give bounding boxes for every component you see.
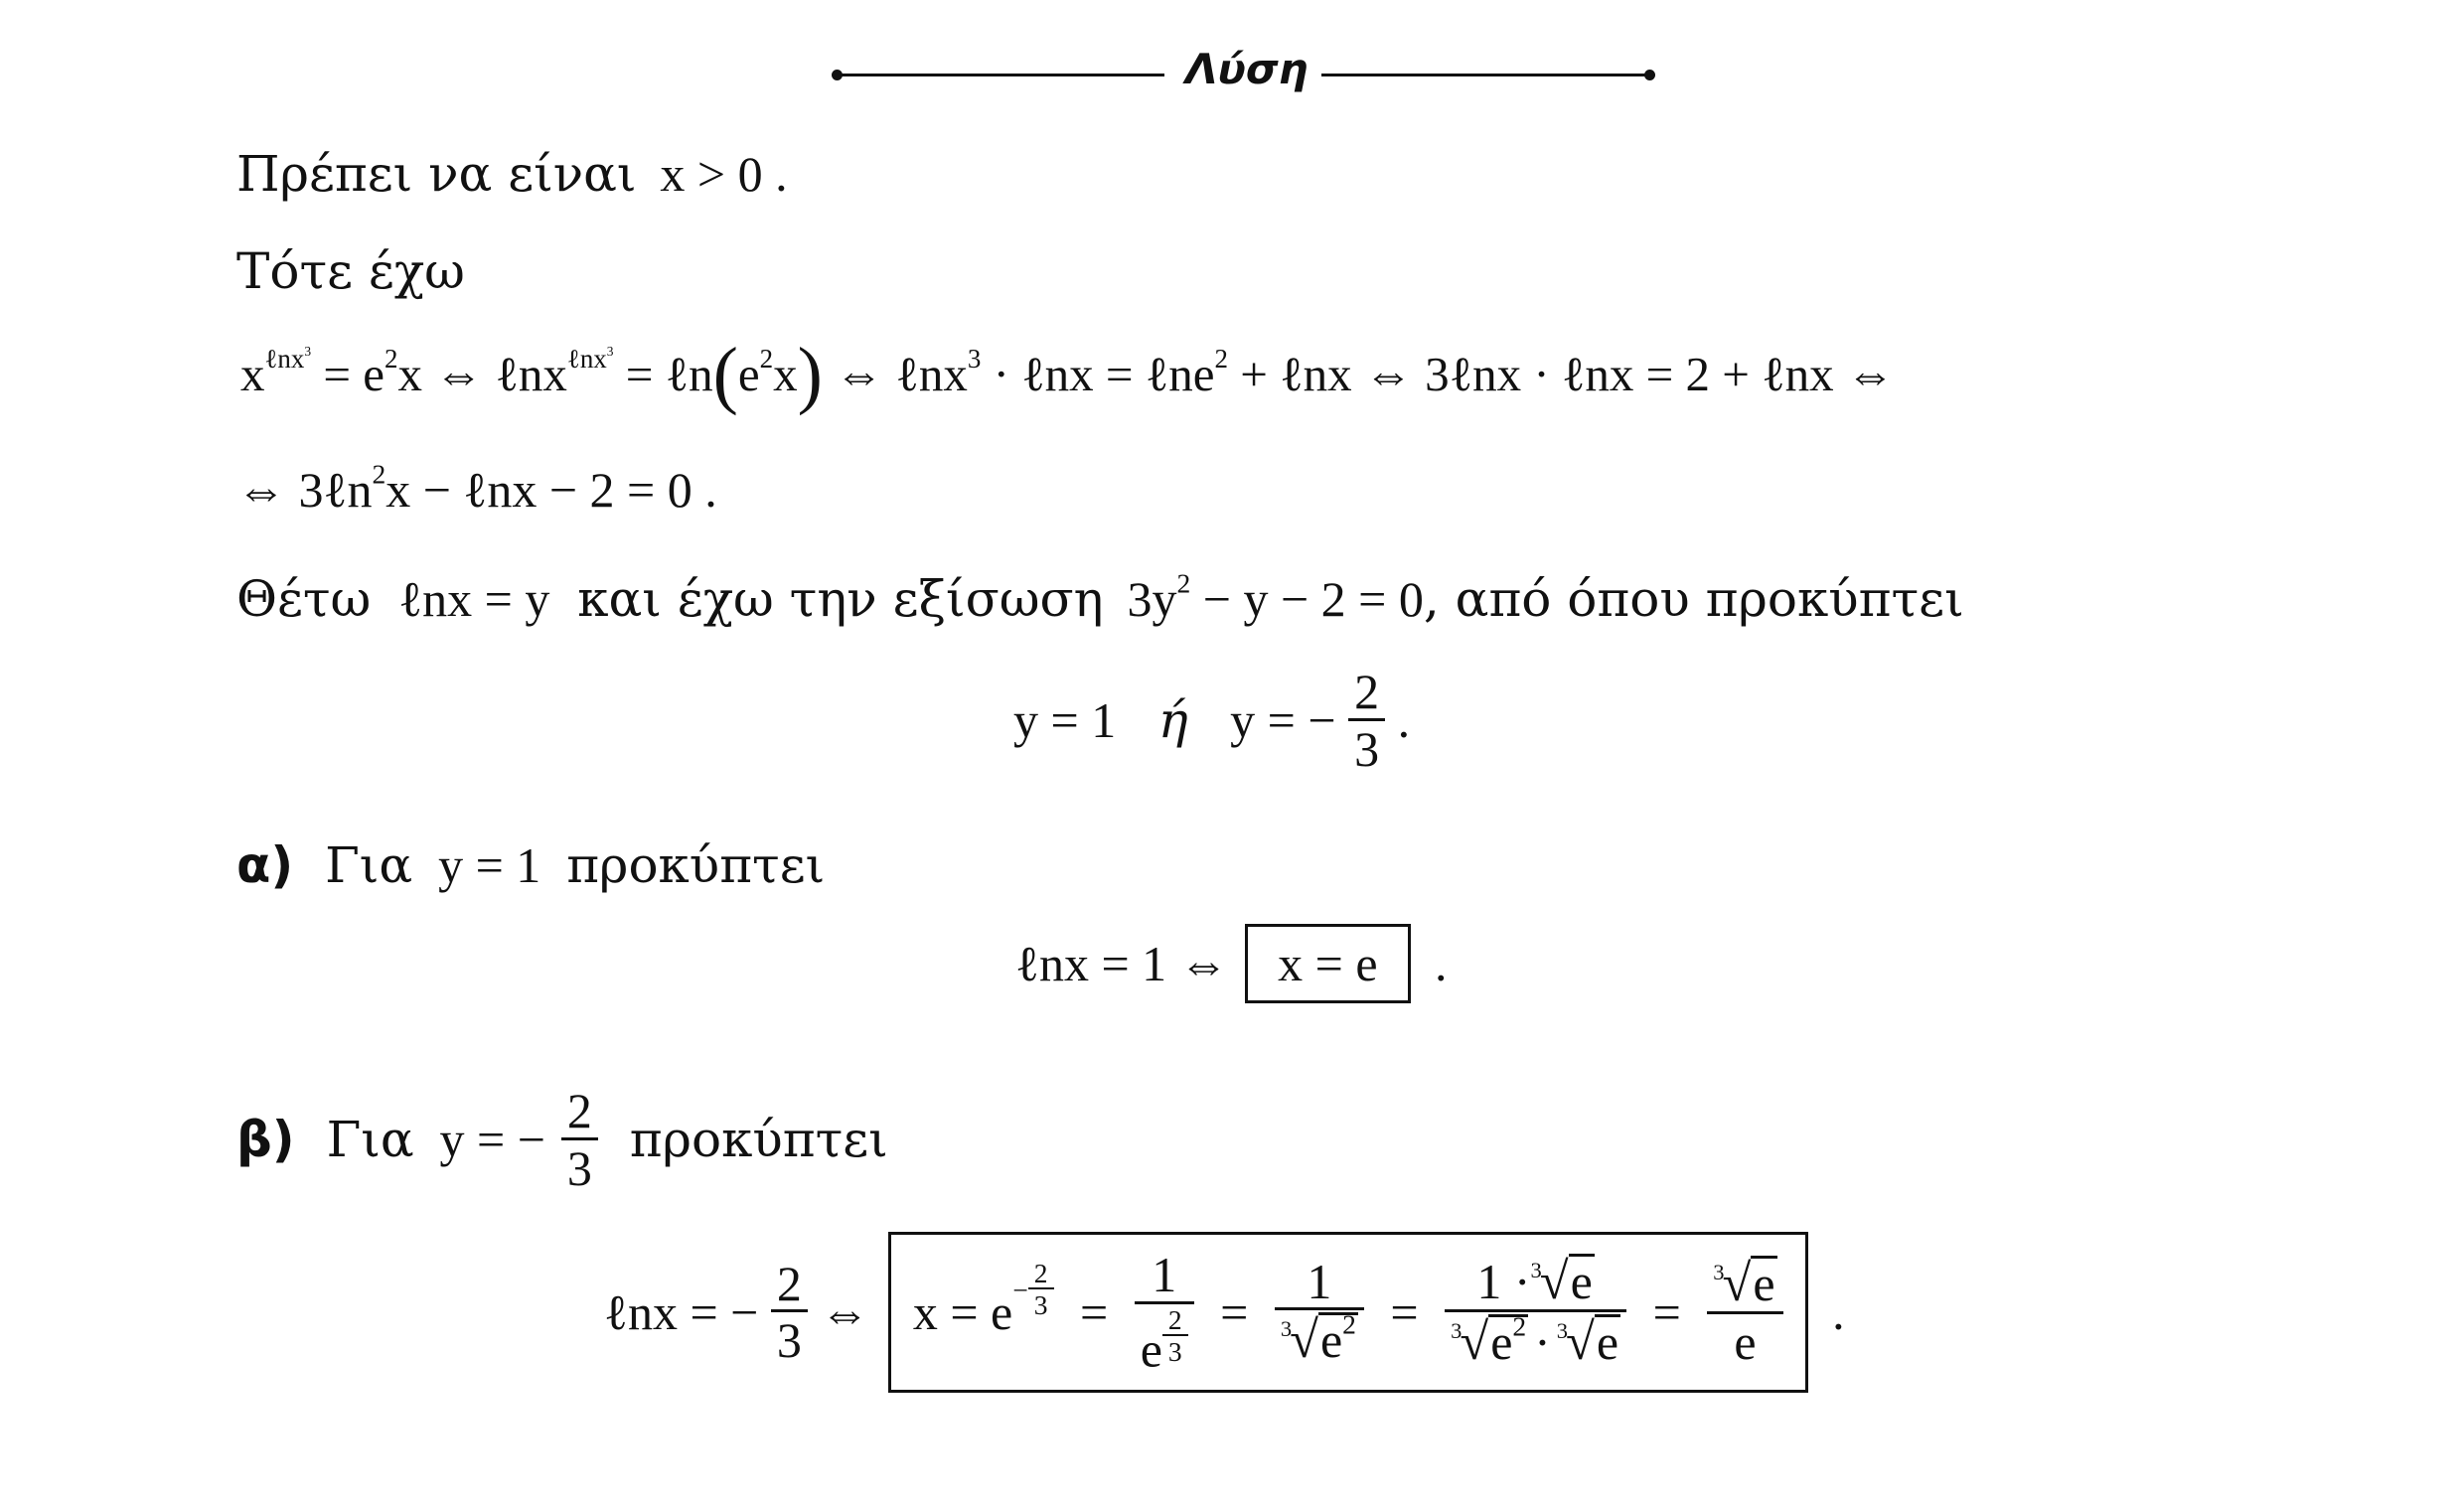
eq1-p2: x ⇔ ℓnx <box>397 347 567 401</box>
eqb-frac4 <box>1707 1256 1782 1369</box>
eqb-frac2 <box>1275 1253 1364 1370</box>
case-b-cond: y = − <box>439 1112 545 1167</box>
case-a-text: Για <box>325 836 413 894</box>
equation-1 <box>240 333 1895 417</box>
page-title: Λύση <box>1185 45 1309 93</box>
condition-text: Πρέπει να είναι <box>236 145 637 203</box>
eq2-a: ⇔ 3ℓn <box>236 462 373 518</box>
case-b-fraction <box>561 1085 598 1194</box>
sub-math-ds: 2 <box>1176 567 1191 599</box>
roots-end: . <box>1397 692 1411 748</box>
sub-text-a: Θέτω <box>236 570 372 628</box>
eq1-lparen: ( <box>712 333 738 417</box>
eqa-end: . <box>1435 936 1448 991</box>
eq1-p4s: 2 <box>759 344 774 375</box>
eq1-p8: + ℓnx ⇔ 3ℓnx · ℓnx = 2 + ℓnx ⇔ <box>1228 347 1895 401</box>
eqb-b1: x = e <box>912 1283 1013 1340</box>
sub-math-e: − y − 2 = 0 <box>1190 571 1424 627</box>
eq1-exp1b: 3 <box>304 343 312 359</box>
eqb-f4-root: $^3$√e <box>1713 1254 1775 1312</box>
eqb-boxed-result <box>888 1232 1808 1393</box>
case-b-line <box>236 1085 888 1194</box>
condition-line <box>236 145 788 203</box>
sub-text-f: , από όπου προκύπτει <box>1423 570 1964 628</box>
eqb-left-fraction <box>771 1255 808 1369</box>
eqb-frac3 <box>1445 1254 1626 1370</box>
condition-math: x > 0 . <box>660 146 788 202</box>
eq1-p7: · ℓnx = ℓne <box>981 347 1215 401</box>
case-b-text: Για <box>326 1111 414 1168</box>
eq1-p6: ⇔ ℓnx <box>822 347 968 401</box>
eqb-f2argsup: 2 <box>1342 1309 1356 1341</box>
case-a-text2: προκύπτει <box>566 836 826 894</box>
eqb-f3n: 1 · <box>1476 1254 1531 1310</box>
eqb-f1n: 1 <box>1152 1247 1177 1302</box>
eqb-b1e: − <box>1012 1274 1028 1305</box>
sub-text-c: και έχω την εξίσωση <box>577 570 1104 628</box>
heading-right-rule <box>1321 74 1647 76</box>
eqb-f4arg: e <box>1753 1255 1775 1311</box>
eq1-p1: = e <box>311 347 385 401</box>
sub-math-b: ℓnx = y <box>398 571 550 627</box>
eqb-eq3: = <box>1390 1283 1419 1340</box>
eq1-exp1: ℓnx <box>264 344 305 375</box>
case-a-line <box>236 836 826 894</box>
eqb-f3didx1: 3 <box>1451 1317 1463 1343</box>
eq1-x: x <box>240 347 265 401</box>
eqb-f3dmid: · <box>1534 1314 1551 1371</box>
eqb-f2idx: 3 <box>1280 1316 1293 1342</box>
roots-fraction <box>1348 666 1385 775</box>
heading-right-dot <box>1644 70 1655 80</box>
eqb-f3darg2: e <box>1596 1314 1619 1371</box>
eq1-p3: = ℓn <box>613 347 713 401</box>
eqb-f2-root: $^3√e^2$ <box>1280 1309 1356 1370</box>
eq1-p5: x <box>773 347 798 401</box>
eq1-exp2: ℓnx <box>566 344 607 375</box>
equation-2 <box>236 458 717 518</box>
eqb-end: . <box>1832 1283 1845 1340</box>
roots-num: 2 <box>1354 664 1380 719</box>
eqb-f1d: e <box>1140 1321 1162 1378</box>
heading-left-rule <box>837 74 1164 76</box>
then-line: Τότε έχω <box>236 242 465 300</box>
eqb-exp-fraction <box>1028 1257 1054 1321</box>
equation-b <box>604 1232 1845 1393</box>
eqb-f3d-root2: $^3$√e <box>1556 1313 1619 1372</box>
eqb-f3darg1sup: 2 <box>1512 1310 1527 1342</box>
substitution-line <box>236 567 1964 628</box>
eqb-b1ed: 3 <box>1028 1287 1054 1320</box>
eqb-f2n: 1 <box>1307 1253 1332 1309</box>
eq1-p7s: 2 <box>1214 344 1228 375</box>
eq2-as: 2 <box>372 458 386 490</box>
eqb-den: 3 <box>771 1309 808 1367</box>
case-a-cond: y = 1 <box>438 837 541 893</box>
roots-den: 3 <box>1348 718 1385 776</box>
eqb-f4d: e <box>1707 1311 1782 1369</box>
roots-b: y = − <box>1230 692 1336 748</box>
case-b-num: 2 <box>566 1083 592 1138</box>
eqb-f3n-root: $^3$√e <box>1530 1253 1593 1311</box>
eqb-f3nidx: 3 <box>1530 1257 1542 1282</box>
eqa-left: ℓnx = 1 ⇔ <box>1015 936 1229 991</box>
roots-or: ή <box>1157 691 1188 749</box>
eqb-f2arg: e <box>1319 1312 1343 1369</box>
eqb-eq1: = <box>1080 1283 1109 1340</box>
eqb-f3narg: e <box>1570 1254 1593 1310</box>
case-a-label: α) <box>236 836 294 894</box>
eqb-frac1 <box>1135 1249 1194 1376</box>
eqb-num: 2 <box>776 1255 802 1311</box>
eqb-b1en: 2 <box>1033 1257 1048 1288</box>
case-b-den: 3 <box>561 1137 598 1195</box>
eq2-b: x − ℓnx − 2 = 0 . <box>385 462 717 518</box>
sub-math-d: 3y <box>1127 571 1177 627</box>
roots-line <box>1013 666 1410 775</box>
eqb-eq2: = <box>1220 1283 1249 1340</box>
eq1-p6s: 3 <box>967 344 982 375</box>
eqb-left: ℓnx = − <box>604 1283 759 1340</box>
eqa-boxed-result <box>1245 924 1410 1003</box>
eq1-p4: e <box>737 347 760 401</box>
eq1-p1s: 2 <box>384 344 398 375</box>
eqb-f3darg1: e <box>1490 1314 1513 1371</box>
eq1-rparen: ) <box>797 333 823 417</box>
eqb-f3d-root1: $^3√e^2$ <box>1451 1310 1527 1372</box>
eqb-f1dd: 3 <box>1162 1334 1188 1367</box>
equation-a <box>1015 924 1448 1003</box>
eqb-eq4: = <box>1652 1283 1681 1340</box>
roots-a: y = 1 <box>1013 692 1117 748</box>
eq1-exp2b: 3 <box>606 343 614 359</box>
eqb-f4idx: 3 <box>1713 1259 1725 1284</box>
eqb-f3didx2: 3 <box>1556 1317 1569 1343</box>
case-b-text2: προκύπτει <box>629 1111 888 1168</box>
eqb-f1dn: 2 <box>1167 1303 1182 1335</box>
eqb-iff: ⇔ <box>820 1283 870 1340</box>
case-b-label: β) <box>236 1111 295 1168</box>
eqa-boxed-text: x = e <box>1278 936 1378 991</box>
